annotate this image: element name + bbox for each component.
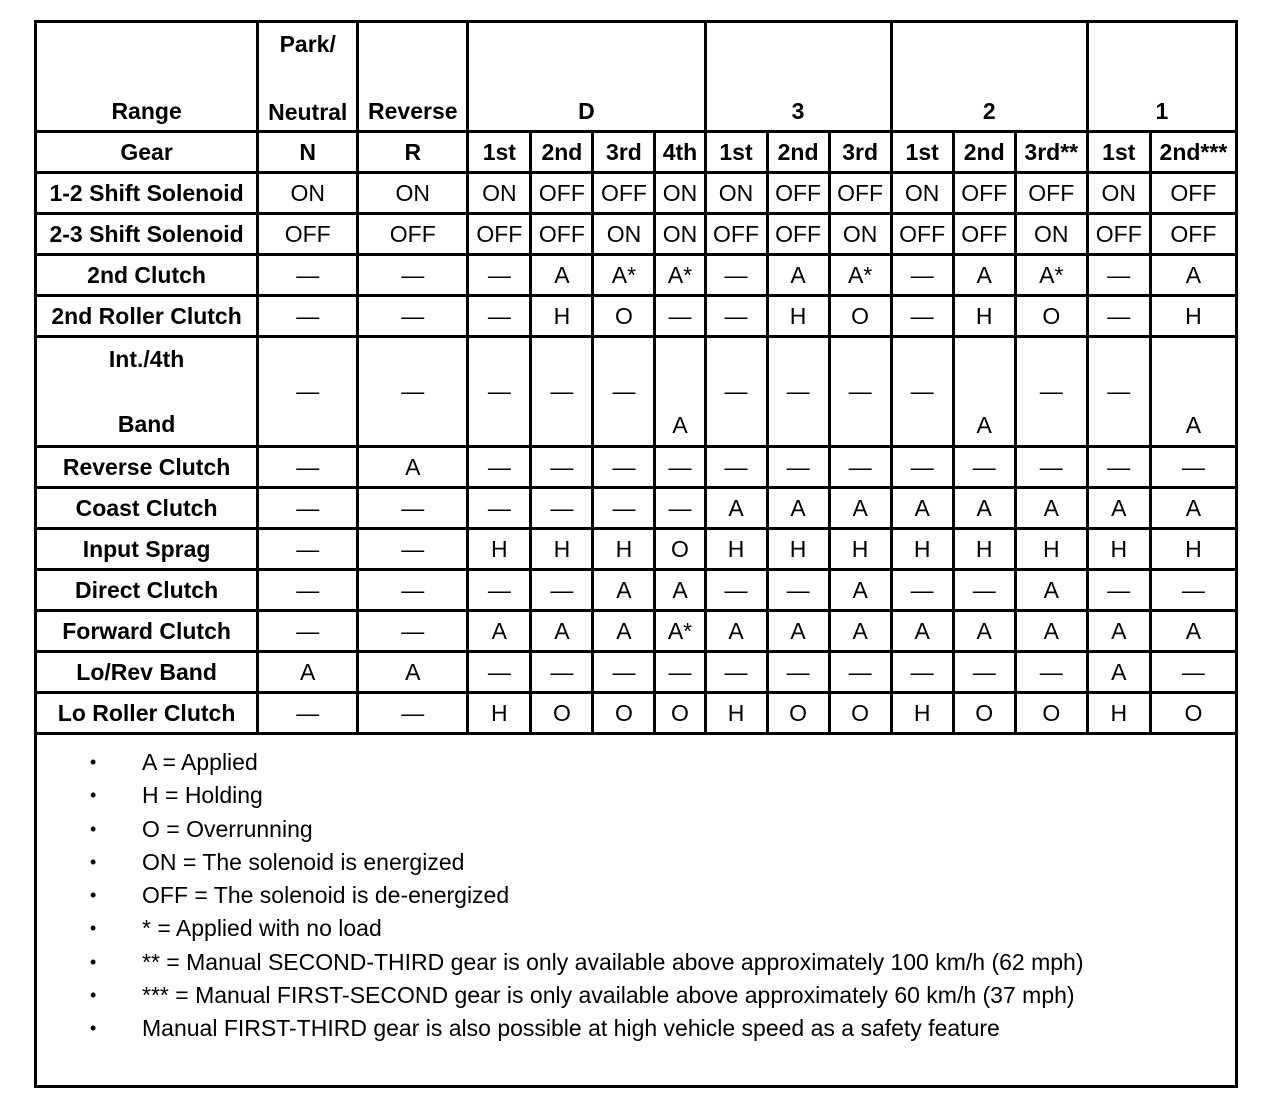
table-row	[36, 570, 1237, 611]
table-cell: H	[468, 693, 531, 734]
band-label-bottom: Band	[117, 411, 176, 437]
legend-note	[84, 912, 1084, 945]
table-cell	[705, 337, 767, 447]
table-cell: A	[593, 611, 655, 652]
table-cell: —	[1150, 652, 1236, 693]
table-cell: A	[953, 255, 1015, 296]
table-cell: —	[593, 652, 655, 693]
table-cell: A	[358, 652, 468, 693]
table-cell: —	[705, 570, 767, 611]
table-cell: OFF	[593, 173, 655, 214]
row-label: Lo/Rev Band	[36, 652, 258, 693]
table-cell: A	[1087, 611, 1150, 652]
table-cell: A	[705, 611, 767, 652]
table-cell: A	[655, 570, 705, 611]
table-cell: —	[953, 570, 1015, 611]
table-cell: OFF	[705, 214, 767, 255]
bullet-icon: •	[90, 851, 97, 872]
table-cell: O	[593, 296, 655, 337]
table-cell: H	[1150, 529, 1236, 570]
reverse-header: Reverse	[358, 22, 468, 132]
table-cell: H	[531, 529, 593, 570]
table-cell: O	[655, 529, 705, 570]
table-cell: 3rd	[829, 132, 891, 173]
table-cell: A	[593, 570, 655, 611]
park-neutral-header	[258, 22, 358, 132]
table-cell: A	[1150, 611, 1236, 652]
table-cell: —	[593, 447, 655, 488]
table-cell: A	[705, 488, 767, 529]
table-cell: O	[829, 296, 891, 337]
cell-value: —	[296, 377, 320, 404]
table-row	[36, 173, 1237, 214]
cell-value: —	[1107, 377, 1131, 404]
table-cell: OFF	[1150, 214, 1236, 255]
table-cell: 1st	[1087, 132, 1150, 173]
table-cell: A	[1015, 570, 1087, 611]
table-row	[36, 529, 1237, 570]
table-cell: A	[1150, 255, 1236, 296]
table-cell: A*	[593, 255, 655, 296]
range-header-row	[36, 22, 1237, 132]
table-cell: —	[358, 693, 468, 734]
table-cell: —	[468, 447, 531, 488]
table-cell: 2nd	[531, 132, 593, 173]
table-cell: O	[655, 693, 705, 734]
table-cell: —	[531, 488, 593, 529]
table-cell: H	[953, 296, 1015, 337]
table-cell: —	[468, 652, 531, 693]
table-cell: ON	[593, 214, 655, 255]
table-cell: —	[1150, 447, 1236, 488]
note-text: * = Applied with no load	[142, 915, 382, 942]
legend-note	[84, 946, 1084, 979]
table-cell: —	[767, 447, 829, 488]
table-cell	[468, 337, 531, 447]
table-cell	[593, 337, 655, 447]
table-cell: —	[258, 255, 358, 296]
table-cell: H	[1087, 693, 1150, 734]
range-d-header: D	[468, 22, 705, 132]
table-cell: OFF	[358, 214, 468, 255]
cell-value: A	[976, 411, 992, 438]
note-text: ON = The solenoid is energized	[142, 848, 465, 875]
table-cell: 1st	[891, 132, 953, 173]
table-cell: A	[1087, 652, 1150, 693]
legend-note	[84, 1012, 1084, 1045]
note-text: O = Overrunning	[142, 815, 313, 842]
cell-value: —	[724, 377, 748, 404]
bullet-icon: •	[90, 818, 97, 839]
table-cell: OFF	[829, 173, 891, 214]
table-cell: A	[891, 611, 953, 652]
table-row	[36, 652, 1237, 693]
table-cell: —	[705, 296, 767, 337]
table-cell: N	[258, 132, 358, 173]
table-cell: A	[1150, 488, 1236, 529]
range-label: Range	[36, 22, 258, 132]
table-cell: A	[953, 488, 1015, 529]
row-label: 2-3 Shift Solenoid	[36, 214, 258, 255]
row-label: Coast Clutch	[36, 488, 258, 529]
legend-note	[84, 779, 1084, 812]
table-cell: A	[953, 611, 1015, 652]
table-cell	[953, 337, 1015, 447]
table-cell	[1015, 337, 1087, 447]
row-label: Input Sprag	[36, 529, 258, 570]
table-cell: A*	[829, 255, 891, 296]
table-cell: O	[1015, 296, 1087, 337]
bullet-icon: •	[90, 752, 97, 772]
table-cell: OFF	[891, 214, 953, 255]
table-cell: —	[655, 488, 705, 529]
table-cell: H	[1087, 529, 1150, 570]
table-cell: A*	[655, 255, 705, 296]
table-cell: O	[1015, 693, 1087, 734]
table-cell	[358, 337, 468, 447]
legend-note	[84, 846, 1084, 879]
park-label: Park/	[279, 31, 336, 57]
table-cell: —	[468, 296, 531, 337]
table-cell: H	[593, 529, 655, 570]
table-cell: —	[1087, 296, 1150, 337]
table-cell: —	[891, 570, 953, 611]
table-cell: —	[258, 570, 358, 611]
table-cell: OFF	[258, 214, 358, 255]
table-cell: A	[468, 611, 531, 652]
table-cell: 1st	[468, 132, 531, 173]
cell-value: —	[910, 377, 934, 404]
table-row	[36, 611, 1237, 652]
table-cell: —	[358, 296, 468, 337]
table-cell	[258, 337, 358, 447]
table-cell: O	[1150, 693, 1236, 734]
table-row	[36, 296, 1237, 337]
legend-note	[84, 813, 1084, 846]
table-cell: —	[829, 652, 891, 693]
table-row	[36, 693, 1237, 734]
table-cell: ON	[705, 173, 767, 214]
table-cell: 4th	[655, 132, 705, 173]
table-cell: A	[767, 488, 829, 529]
table-cell: 3rd	[593, 132, 655, 173]
bullet-icon: •	[90, 985, 97, 1006]
table-cell: —	[891, 255, 953, 296]
table-cell: H	[829, 529, 891, 570]
table-cell: ON	[1015, 214, 1087, 255]
table-cell: A	[1015, 488, 1087, 529]
table-cell: H	[1150, 296, 1236, 337]
table-cell: —	[1087, 255, 1150, 296]
bullet-icon: •	[90, 951, 97, 972]
legend-note	[84, 979, 1084, 1012]
table-cell: H	[531, 296, 593, 337]
table-cell: —	[531, 570, 593, 611]
table-cell: —	[258, 296, 358, 337]
table-row	[36, 488, 1237, 529]
table-cell	[891, 337, 953, 447]
note-text: ** = Manual SECOND-THIRD gear is only available above approximately 100 km/h (62 mph)	[142, 948, 1084, 975]
table-cell: A	[829, 488, 891, 529]
table-cell: —	[767, 652, 829, 693]
table-cell: H	[767, 529, 829, 570]
table-cell: OFF	[531, 173, 593, 214]
cell-value: —	[550, 377, 574, 404]
table-cell: —	[1015, 447, 1087, 488]
row-label: 1-2 Shift Solenoid	[36, 173, 258, 214]
table-cell: —	[468, 255, 531, 296]
table-cell	[829, 337, 891, 447]
table-cell: 2nd	[767, 132, 829, 173]
table-cell: H	[891, 529, 953, 570]
table-cell: —	[358, 255, 468, 296]
table-cell: A	[891, 488, 953, 529]
table-cell: A	[767, 611, 829, 652]
table-cell: OFF	[531, 214, 593, 255]
cell-value: —	[612, 377, 636, 404]
table-cell: A	[358, 447, 468, 488]
table-cell: A*	[655, 611, 705, 652]
gear-row	[36, 132, 1237, 173]
band-label-top: Int./4th	[108, 346, 185, 372]
table-cell: ON	[1087, 173, 1150, 214]
table-cell: —	[358, 611, 468, 652]
table-cell: —	[593, 488, 655, 529]
table-cell: A	[258, 652, 358, 693]
table-cell: —	[1087, 447, 1150, 488]
table-cell: H	[891, 693, 953, 734]
cell-value: —	[786, 377, 810, 404]
row-label: Reverse Clutch	[36, 447, 258, 488]
table-cell	[767, 337, 829, 447]
table-cell: ON	[655, 173, 705, 214]
table-cell: A	[1087, 488, 1150, 529]
table-cell: —	[358, 529, 468, 570]
table-cell: —	[953, 447, 1015, 488]
row-label: 2nd Roller Clutch	[36, 296, 258, 337]
table-cell: —	[258, 693, 358, 734]
table-cell: OFF	[1150, 173, 1236, 214]
table-cell: A	[531, 611, 593, 652]
table-cell: A	[531, 255, 593, 296]
table-cell: —	[358, 488, 468, 529]
table-cell: 2nd***	[1150, 132, 1236, 173]
table-cell: —	[705, 255, 767, 296]
table-cell: A*	[1015, 255, 1087, 296]
table-cell: O	[531, 693, 593, 734]
table-cell	[531, 337, 593, 447]
table-cell: —	[953, 652, 1015, 693]
bullet-icon: •	[90, 785, 97, 806]
cell-value: —	[1039, 377, 1063, 404]
table-cell: —	[258, 611, 358, 652]
table-cell: —	[1087, 570, 1150, 611]
cell-value: —	[401, 377, 425, 404]
table-cell: —	[891, 296, 953, 337]
table-cell: —	[468, 488, 531, 529]
table-cell: —	[891, 447, 953, 488]
table-cell: OFF	[767, 173, 829, 214]
table-cell: H	[1015, 529, 1087, 570]
table-cell: —	[258, 529, 358, 570]
table-cell: —	[258, 447, 358, 488]
table-cell: ON	[829, 214, 891, 255]
table-cell: —	[258, 488, 358, 529]
table-cell: 2nd	[953, 132, 1015, 173]
table-cell: O	[767, 693, 829, 734]
table-cell: —	[358, 570, 468, 611]
table-cell	[1150, 337, 1236, 447]
table-cell: —	[705, 447, 767, 488]
table-cell: 1st	[705, 132, 767, 173]
table-cell	[655, 337, 705, 447]
table-cell: ON	[468, 173, 531, 214]
table-cell: OFF	[468, 214, 531, 255]
row-label: Gear	[36, 132, 258, 173]
bullet-icon: •	[90, 1018, 97, 1039]
table-cell: H	[705, 693, 767, 734]
table-cell: —	[531, 652, 593, 693]
row-label: Lo Roller Clutch	[36, 693, 258, 734]
table-cell: —	[655, 296, 705, 337]
table-cell: O	[953, 693, 1015, 734]
legend-notes	[84, 746, 1084, 1046]
bullet-icon: •	[90, 918, 97, 939]
cell-value: A	[672, 411, 688, 438]
table-cell: O	[593, 693, 655, 734]
range-1-header: 1	[1087, 22, 1236, 132]
table-row	[36, 447, 1237, 488]
table-cell: —	[655, 652, 705, 693]
cell-value: —	[487, 377, 511, 404]
table-cell: A	[767, 255, 829, 296]
table-cell: ON	[258, 173, 358, 214]
table-cell: —	[705, 652, 767, 693]
table-cell: —	[891, 652, 953, 693]
table-cell: —	[1150, 570, 1236, 611]
table-cell: —	[468, 570, 531, 611]
note-text: H = Holding	[142, 782, 263, 809]
neutral-label: Neutral	[268, 99, 348, 125]
note-text: *** = Manual FIRST-SECOND gear is only available above approximately 60 km/h (37 mph)	[142, 982, 1075, 1009]
table-cell: —	[655, 447, 705, 488]
table-cell: —	[531, 447, 593, 488]
table-cell: OFF	[953, 173, 1015, 214]
table-cell: A	[829, 570, 891, 611]
table-cell: —	[1015, 652, 1087, 693]
table-cell: OFF	[767, 214, 829, 255]
table-cell: OFF	[1087, 214, 1150, 255]
legend-note	[84, 879, 1084, 912]
table-cell: OFF	[1015, 173, 1087, 214]
row-label: Direct Clutch	[36, 570, 258, 611]
row-label: 2nd Clutch	[36, 255, 258, 296]
row-label	[36, 337, 258, 447]
note-text: Manual FIRST-THIRD gear is also possible at high vehicle speed as a safety feature	[142, 1015, 1000, 1042]
shift-chart-table	[34, 20, 1238, 735]
table-cell: 3rd**	[1015, 132, 1087, 173]
table-cell: R	[358, 132, 468, 173]
table-cell	[1087, 337, 1150, 447]
table-cell: H	[953, 529, 1015, 570]
legend-note	[84, 746, 1084, 779]
table-cell: H	[468, 529, 531, 570]
table-row	[36, 255, 1237, 296]
note-text: A = Applied	[142, 749, 258, 775]
table-cell: A	[1015, 611, 1087, 652]
table-cell: H	[705, 529, 767, 570]
note-text: OFF = The solenoid is de-energized	[142, 882, 510, 909]
int-4th-band-row	[36, 337, 1237, 447]
table-cell: O	[829, 693, 891, 734]
bullet-icon: •	[90, 885, 97, 906]
table-cell: ON	[891, 173, 953, 214]
table-cell: A	[829, 611, 891, 652]
range-3-header: 3	[705, 22, 891, 132]
table-cell: ON	[655, 214, 705, 255]
table-row	[36, 214, 1237, 255]
table-cell: H	[767, 296, 829, 337]
range-2-header: 2	[891, 22, 1087, 132]
table-cell: —	[767, 570, 829, 611]
row-label: Forward Clutch	[36, 611, 258, 652]
table-cell: ON	[358, 173, 468, 214]
table-cell: —	[829, 447, 891, 488]
cell-value: —	[848, 377, 872, 404]
cell-value: A	[1185, 411, 1202, 438]
table-cell: OFF	[953, 214, 1015, 255]
